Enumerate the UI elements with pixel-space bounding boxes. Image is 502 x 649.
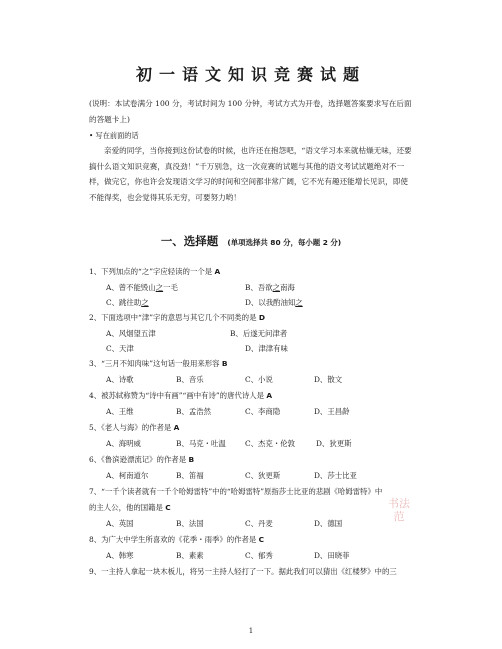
option: A、韩寒 [106, 551, 134, 560]
page-title: 初一语文知识竞赛试题 [135, 65, 366, 84]
question-stem: 4、被苏轼称赞为“诗中有画”“画中有诗”的唐代诗人是 A [89, 391, 273, 400]
answer-key: D [258, 313, 265, 322]
answer-key: C [165, 503, 171, 512]
option: B、孟浩然 [176, 407, 211, 416]
option: A、柯南道尔 [106, 471, 149, 480]
preface-heading: • 写在前面的话 [89, 131, 139, 140]
question-stem: 6、《鲁滨逊漂流记》的作者是 B [89, 455, 195, 464]
section-heading [0, 230, 502, 249]
option: A、曾不能毁山之一毛 [106, 283, 178, 292]
option: A、英国 [106, 519, 134, 528]
answer-key: A [214, 267, 221, 276]
section-title: 一、选择题 [160, 234, 219, 248]
answer-key: B [221, 359, 228, 368]
option: C、丹麦 [245, 519, 273, 528]
option: C、李商隐 [245, 407, 281, 416]
option: D、田晓菲 [314, 551, 350, 560]
answer-key: A [266, 391, 273, 400]
option: D、散文 [314, 375, 343, 384]
option: B、笛福 [176, 471, 204, 480]
option: B、音乐 [176, 375, 204, 384]
option: B、吾欲之南海 [245, 283, 295, 292]
option: C、郁秀 [245, 551, 273, 560]
option: A、海明威 [106, 439, 141, 448]
page-number: 1 [248, 627, 254, 635]
option: D、莎士比亚 [314, 471, 357, 480]
preface-message: 亲爱的同学，当你接到这份试卷的时候，也许还在抱怨吧，“语文学习本来就枯燥无味，还要搞什么语文知识竞赛，真没劲！”千万别急，这一次竞赛的试题与其他的语文考试试题绝对不一样，做完它，你也许会发现语文学习的时间和空间都非常广阔，它不光有趣还能增长见识，即使不能得奖，也会觉得其乐无穷，可要努力哟！ [89, 146, 412, 202]
seal-stamp: 书法范 [388, 497, 410, 523]
option: B、法国 [176, 519, 204, 528]
option: A、诗歌 [106, 375, 134, 384]
question-stem-continued: 的主人公，他的国籍是 C [89, 503, 171, 512]
option: C、小说 [245, 375, 273, 384]
option: C、杰克・伦敦 [245, 439, 295, 448]
option: B、后遂无问津者 [230, 329, 288, 338]
option: D、王昌龄 [314, 407, 350, 416]
question-stem: 2、下面选项中“津”字的意思与其它几个不同类的是 D [89, 313, 265, 322]
section-scoring: (单项选择共 80 分，每小题 2 分) [227, 238, 342, 247]
option: C、天津 [106, 344, 134, 353]
option: D、以我酌油知之 [245, 298, 303, 307]
option: D、狄更斯 [316, 439, 352, 448]
question-stem: 9、一主持人拿起一块木板儿，将另一主持人轻打了一下。据此我们可以猜出《红楼梦》中的三 [89, 567, 397, 576]
option: D、德国 [314, 519, 343, 528]
question-stem: 1、下列加点的“之”字应轻读的一个是 A [89, 267, 221, 276]
option: D、津津有味 [245, 344, 288, 353]
answer-key: C [258, 535, 265, 544]
option: B、素素 [176, 551, 204, 560]
option: C、跳往助之 [106, 298, 149, 307]
answer-key: B [188, 455, 195, 464]
instructions-note: (说明：本试卷满分 100 分，考试时间为 100 分钟，考试方式为开卷，选择题答案要求写在后面的答题卡上) [89, 99, 412, 124]
option: A、风烟望五津 [106, 329, 156, 338]
answer-key: A [173, 423, 180, 432]
option: C、狄更斯 [245, 471, 281, 480]
question-stem: 5、《老人与海》的作者是 A [89, 423, 180, 432]
option: A、王维 [106, 407, 134, 416]
question-stem: 7、“一千个读者就有一千个哈姆雷特”中的“哈姆雷特”原指莎士比亚的悲剧《哈姆雷特》中 [89, 487, 383, 496]
question-stem: 3、“三月不知肉味”这句话一般用来形容 B [89, 359, 228, 368]
question-stem: 8、为广大中学生所喜欢的《花季・雨季》的作者是 C [89, 535, 265, 544]
option: B、马克・吐温 [176, 439, 226, 448]
